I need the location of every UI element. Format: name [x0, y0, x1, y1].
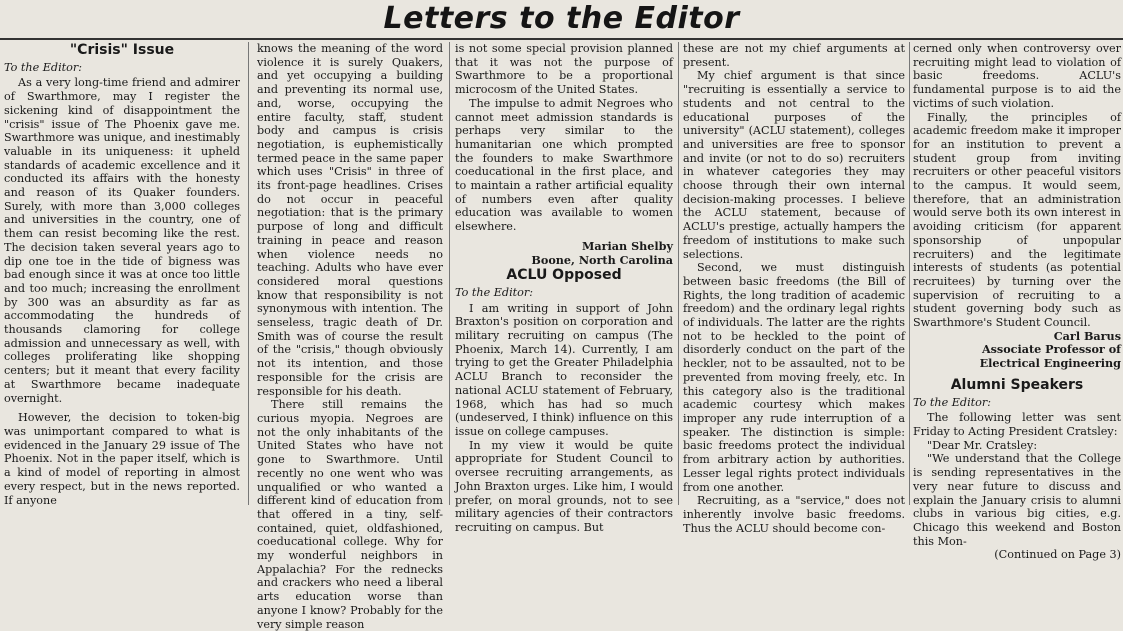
paragraph: There still remains the curious myopia. Negroes are not the only inhabitants of the United States who have not gone to Swarthmore. Until recently no one went who was unqualified or who wanted a different kind of education from that offered in a tiny, self-contained, quiet, oldfashioned, coeducational college. Why for my wonderful neighbors in Appalachia? For the rednecks and crackers who need a liberal arts education worse than anyone I know? Probably for the very simple reason: [257, 398, 443, 631]
letter-heading-aclu-opposed: ACLU Opposed: [506, 267, 622, 284]
paragraph: I am writing in support of John Braxton's position on corporation and military recruiting on campus (The Phoenix, March 14). Currently, I am trying to get the Greater Philadelphia ACLU Branch to reconsider the national ACLU statement of February, 1968, which has had so much (undeserved, I think) influence on this issue on college campuses.: [455, 301, 673, 438]
paragraph: As a very long-time friend and admirer of Swarthmore, may I register the sickening kind of disappointment the "crisis" issue of The Phoenix gave me. Swarthmore was unique, and inestimably valuable in its uniqueness: it upheld standards of academic excellence and it conducted its affairs with the honesty and reason of its Quaker founders. Surely, with more than 3,000 colleges and universities in the country, one of them can resist becoming like the rest. The decision taken several years ago to dip one toe in the tide of bigness was bad enough since it was at once too little and too much; increasing the enrollment by 300 was an absurdity as far as accommodating the hundreds of thousands clamoring for college admission and unnecessary as well, with colleges proliferating like shopping centers; but it meant that every facility at Swarthmore became inadequate overnight.: [4, 76, 240, 405]
paragraph: cerned only when controversy over recruiting might lead to violation of basic freedoms. ACLU's fundamental purpose is to aid the victims of such violation.: [913, 42, 1121, 110]
paragraph: knows the meaning of the word violence it is surely Quakers, and yet occupying a building and preventing its normal use, and, worse, occupying the entire faculty, staff, student body and campus is crisis negotiation, is euphemistically termed peace in the same paper which uses "Crisis" in three of its front-page headlines. Crises do not occur in peaceful negotiation: that is the primary purpose of long and difficult training in peace and reason when violence needs no teaching. Adults who have ever considered moral questions know that responsibility is not synonymous with intention. The senseless, tragic death of Dr. Smith was of course the result of the "crisis," though obviously not its intention, and those responsible for the crisis are responsible for his death.: [257, 42, 443, 398]
masthead: [0, 0, 1123, 38]
salutation: To the Editor:: [913, 395, 992, 409]
column-3: [455, 42, 673, 534]
column-divider: [248, 42, 249, 505]
paragraph: is not some special provision planned that it was not the purpose of Swarthmore to be a proportional microcosm of the United States.: [455, 42, 673, 97]
signature-place: Boone, North Carolina: [531, 252, 673, 267]
column-1: [4, 42, 240, 505]
column-5: [913, 42, 1121, 562]
letter-heading-crisis-issue: "Crisis" Issue: [69, 42, 175, 58]
paragraph: However, the decision to token-big was unimportant compared to what is evidenced in the January 29 issue of The Phoenix. Not in the paper itself, which is a kind of model of reporting in almost every respect, but in the news reported. If anyone: [4, 411, 240, 507]
continued-note: (Continued on Page 3): [994, 548, 1121, 562]
paragraph: these are not my chief arguments at present.: [683, 42, 905, 69]
column-2: [257, 42, 443, 631]
page-title: Letters to the Editor: [383, 1, 740, 36]
paragraph: My chief argument is that since "recruiting is essentially a service to students and not central to the educational purposes of the university" (ACLU statement), colleges and universities are free to sponsor and invite (or not to do so) recruiters in whatever categories they may choose through their own internal decision-making processes. I believe the ACLU statement, because of ACLU's prestige, actually hampers the freedom of institutions to make such selections.: [683, 69, 905, 261]
paragraph: The following letter was sent Friday to Acting President Cratsley:: [913, 411, 1121, 438]
signature-name: Carl Barus: [1053, 328, 1121, 343]
paragraph: "Dear Mr. Cratsley:: [927, 438, 1038, 452]
signature-title: Electrical Engineering: [979, 356, 1121, 371]
paragraph: In my view it would be quite appropriate for Student Council to oversee recruiting arrangements, as John Braxton urges. Like him, I would prefer, on moral grounds, not to see military agencies of their contractors recruiting on campus. But: [455, 438, 673, 534]
column-divider: [909, 42, 910, 505]
signature-title: Associate Professor of: [981, 342, 1121, 357]
paragraph: The impulse to admit Negroes who cannot meet admission standards is perhaps very similar to the humanitarian one which prompted the founders to make Swarthmore coeducational in the first place, and to maintain a rather artificial equality of numbers even after quality education was available to women elsewhere.: [455, 96, 673, 234]
salutation: To the Editor:: [4, 60, 83, 74]
salutation: To the Editor:: [455, 285, 534, 299]
letter-heading-alumni-speakers: Alumni Speakers: [950, 376, 1084, 393]
paragraph: "We understand that the College is sending representatives in the very near future to discuss and explain the January crisis to alumni clubs in various big cities, e.g. Chicago this weekend and Boston this Mon-: [913, 452, 1121, 548]
column-divider: [449, 42, 450, 505]
column-divider: [678, 42, 679, 505]
paragraph: Recruiting, as a "service," does not inherently involve basic freedoms. Thus the ACLU should become con-: [683, 494, 905, 535]
paragraph: Finally, the principles of academic freedom make it improper for an institution to prevent a student group from inviting recruiters or other peaceful visitors to the campus. It would seem, therefore, that an administration would serve both its own interest in avoiding criticism (for apparent sponsorship of unpopular recruiters) and the legitimate interests of students (as potential recruitees) by turning over the supervision of recruiting to a student governing body such as Swarthmore's Student Council.: [913, 110, 1121, 330]
signature-name: Marian Shelby: [582, 238, 673, 253]
masthead-rule: [0, 38, 1123, 40]
paragraph: Second, we must distinguish between basic freedoms (the Bill of Rights, the long tradition of academic freedom) and the ordinary legal rights of individuals. The latter are the rights not to be heckled to the point of disorderly conduct on the part of the heckler, not to be assaulted, not to be prevented from moving freely, etc. In this category also is the traditional academic courtesy which makes improper any rude interruption of a speaker. The distinction is simple: basic freedoms protect the individual from arbitrary action by authorities. Lesser legal rights protect individuals from one another.: [683, 261, 905, 494]
column-4: [683, 42, 905, 535]
